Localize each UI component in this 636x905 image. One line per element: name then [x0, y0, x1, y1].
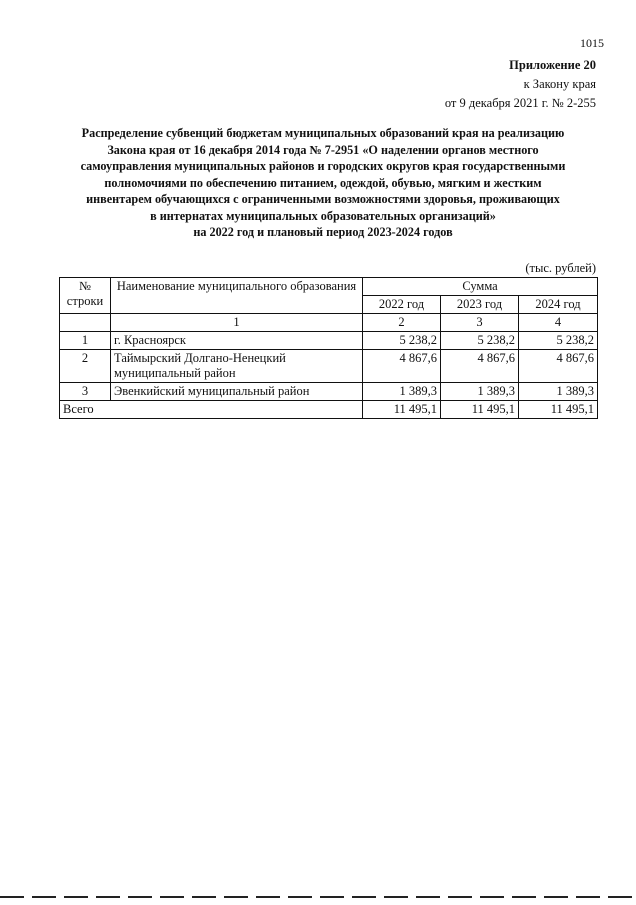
total-value: 11 495,1	[363, 401, 441, 419]
appendix-date: от 9 декабря 2021 г. № 2-255	[444, 96, 596, 110]
subsidy-table	[59, 277, 598, 419]
row-value: 1 389,3	[363, 383, 441, 401]
column-number: 1	[111, 314, 363, 332]
header-sum: Сумма	[363, 278, 598, 296]
page-number: 1015	[580, 36, 604, 50]
row-name: Таймырский Долгано-Ненецкий муниципальный район	[111, 350, 363, 383]
column-numbers-row	[60, 314, 598, 332]
row-value: 4 867,6	[363, 350, 441, 383]
header-year: 2024 год	[519, 296, 598, 314]
total-label: Всего	[60, 401, 363, 419]
column-number: 4	[519, 314, 598, 332]
appendix-law: к Закону края	[523, 77, 596, 91]
column-number: 3	[441, 314, 519, 332]
total-row	[60, 401, 598, 419]
column-number-empty	[60, 314, 111, 332]
units-label: (тыс. рублей)	[525, 261, 596, 275]
row-value: 1 389,3	[441, 383, 519, 401]
total-value: 11 495,1	[519, 401, 598, 419]
appendix-block	[445, 56, 596, 113]
row-value: 5 238,2	[519, 332, 598, 350]
row-value: 4 867,6	[519, 350, 598, 383]
row-name: г. Красноярск	[111, 332, 363, 350]
table-row	[60, 383, 598, 401]
title-line: на 2022 год и плановый период 2023-2024 годов	[193, 225, 453, 239]
table-row	[60, 332, 598, 350]
row-name: Эвенкийский муниципальный район	[111, 383, 363, 401]
title-line: в интернатах муниципальных образовательных организаций»	[150, 208, 496, 223]
title-line: Закона края от 16 декабря 2014 года № 7-2951 «О наделении органов местного	[107, 142, 539, 157]
table-row	[60, 350, 598, 383]
header-year: 2023 год	[441, 296, 519, 314]
row-num: 3	[60, 383, 111, 401]
row-num: 2	[60, 350, 111, 383]
row-value: 1 389,3	[519, 383, 598, 401]
column-number: 2	[363, 314, 441, 332]
row-value: 5 238,2	[363, 332, 441, 350]
total-value: 11 495,1	[441, 401, 519, 419]
title-line: полномочиями по обеспечению питанием, одеждой, обувью, мягким и жестким	[104, 175, 542, 190]
row-value: 4 867,6	[441, 350, 519, 383]
document-title	[50, 125, 596, 241]
title-line: самоуправления муниципальных районов и городских округов края государственными	[80, 159, 566, 173]
footer-scan-line	[0, 896, 636, 898]
title-line: Распределение субвенций бюджетам муниципальных образований края на реализацию	[81, 126, 565, 140]
title-line: инвентарем обучающихся с ограниченными возможностями здоровья, проживающих	[86, 192, 560, 206]
row-num: 1	[60, 332, 111, 350]
header-name: Наименование муниципального образования	[111, 278, 363, 314]
header-num: № строки	[60, 278, 111, 314]
row-value: 5 238,2	[441, 332, 519, 350]
header-year: 2022 год	[363, 296, 441, 314]
table-header-row	[60, 278, 598, 296]
appendix-title: Приложение 20	[509, 58, 596, 72]
